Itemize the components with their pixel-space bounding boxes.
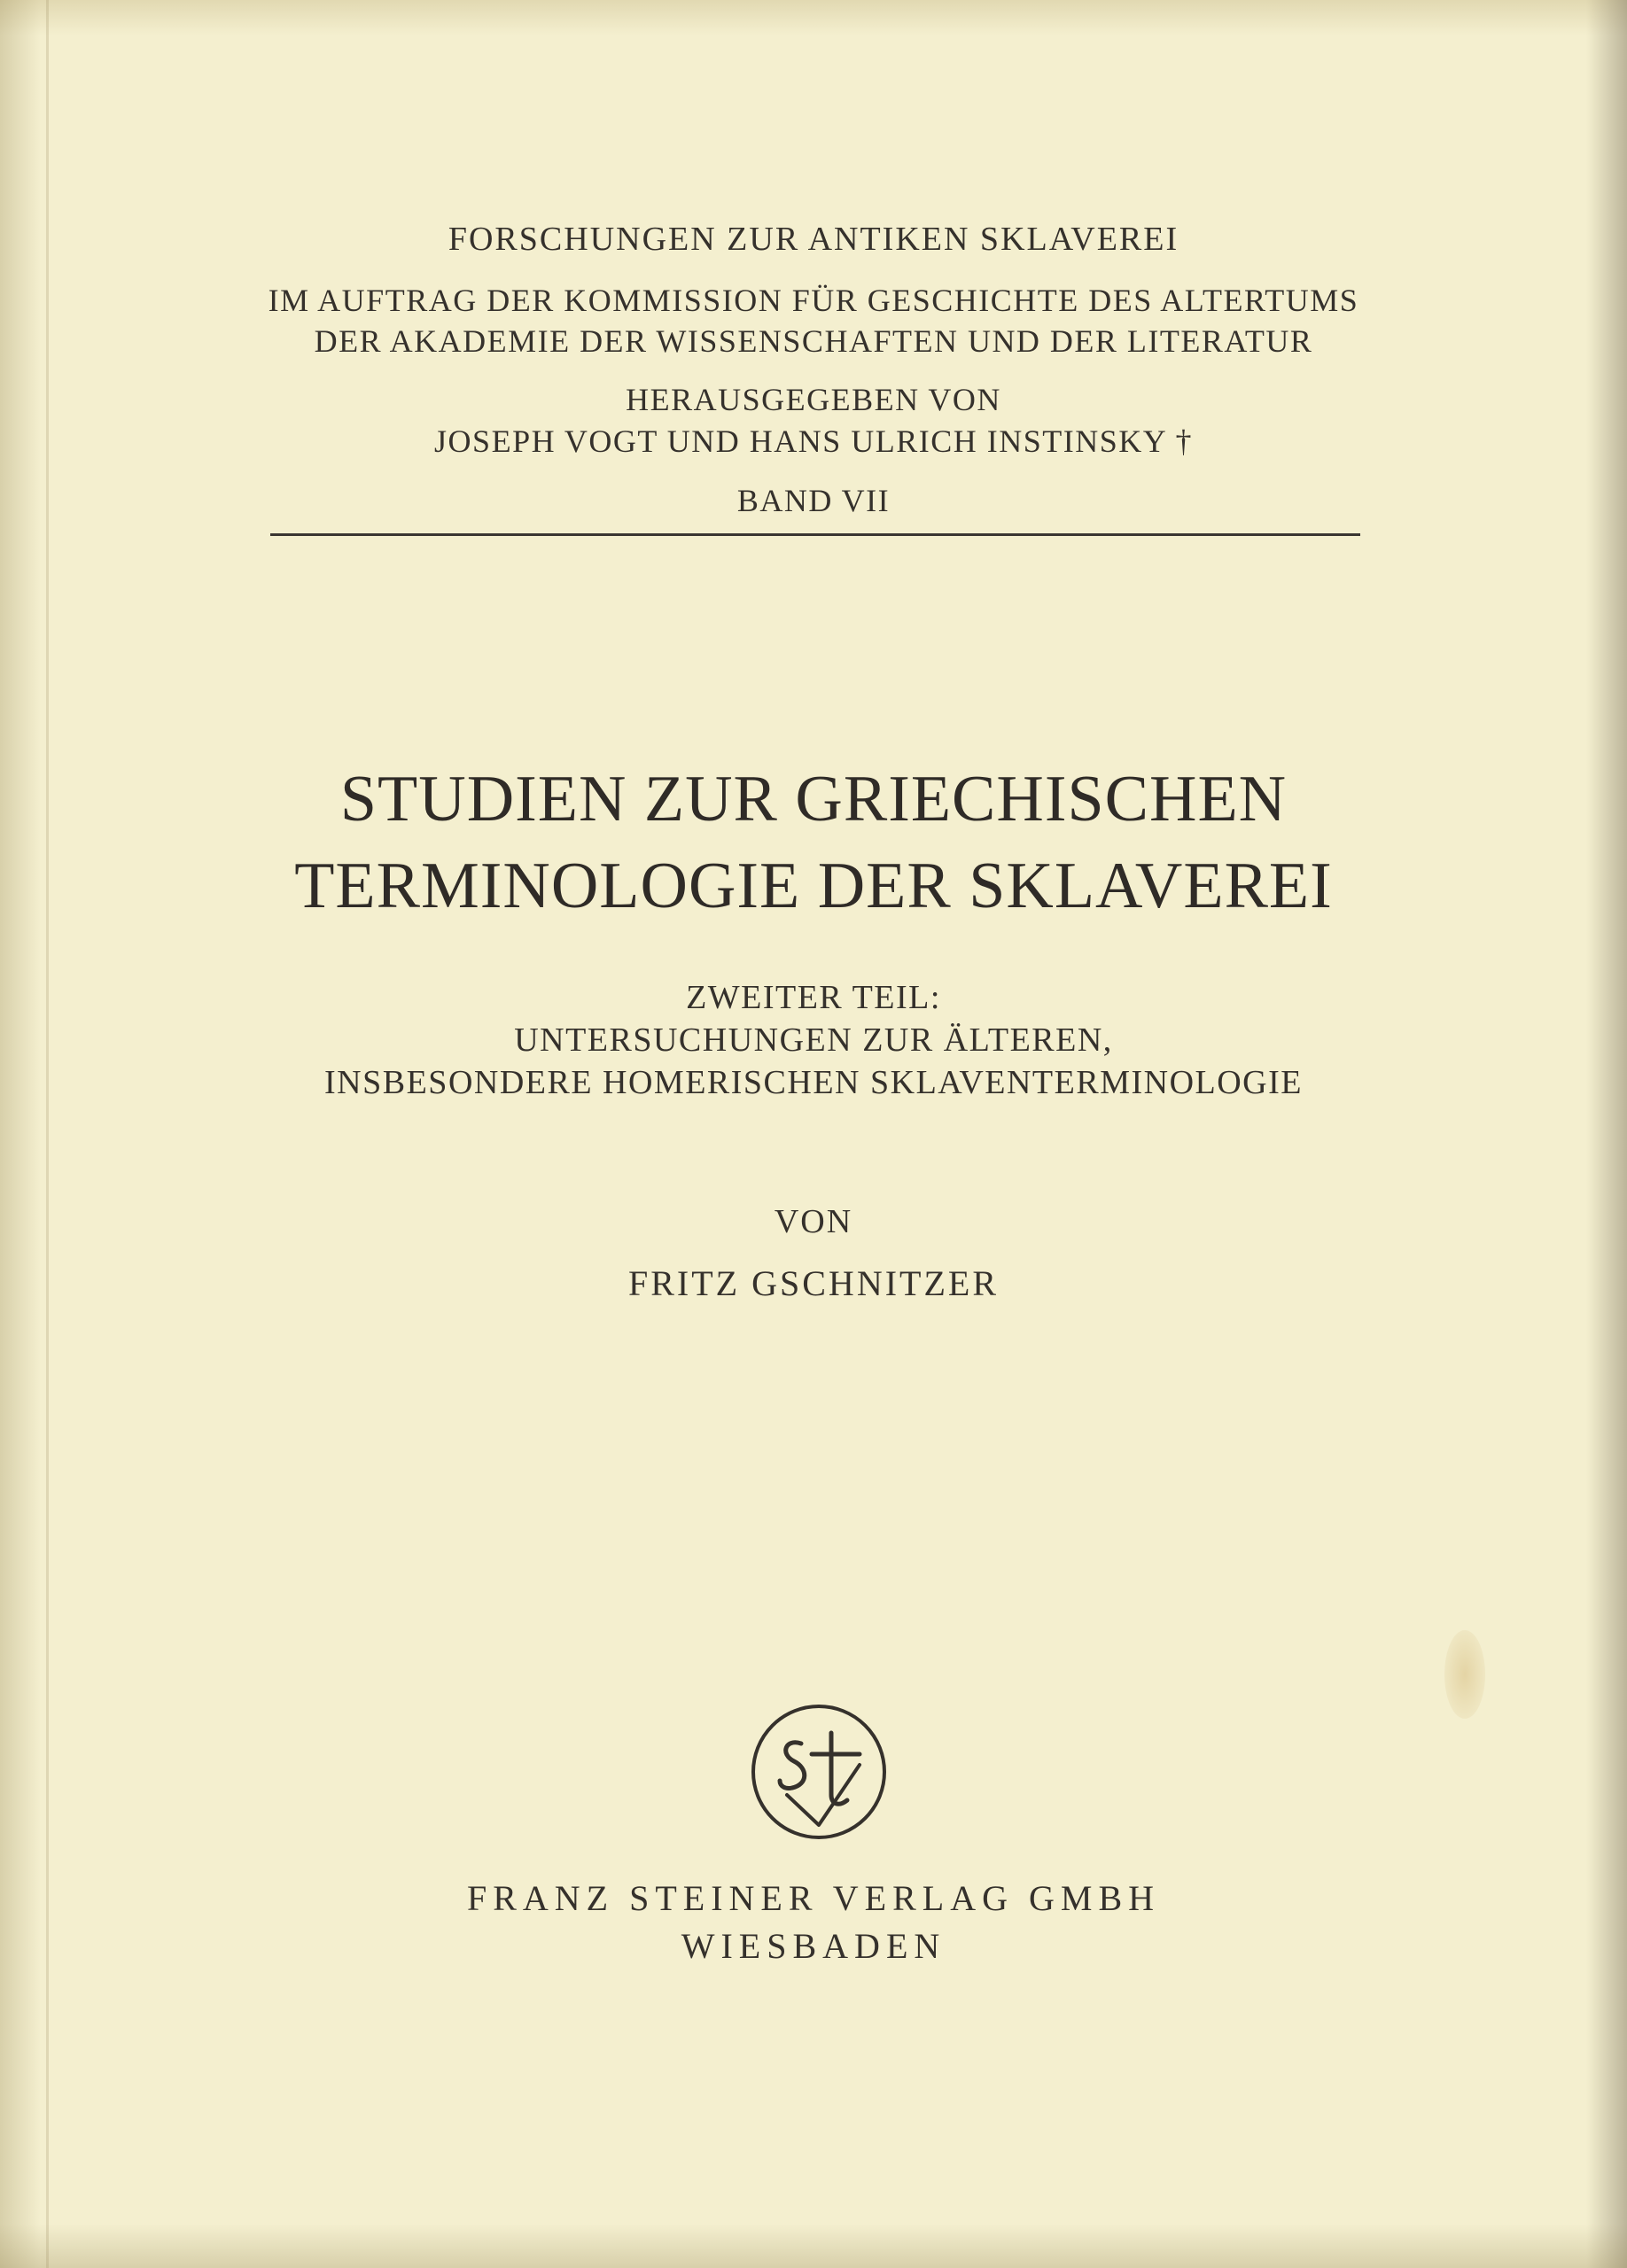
publisher-name: FRANZ STEINER VERLAG GMBH bbox=[466, 1878, 1161, 1918]
horizontal-rule bbox=[270, 533, 1360, 536]
subtitle-line-1: UNTERSUCHUNGEN ZUR ÄLTEREN, bbox=[514, 1021, 1113, 1059]
part-label: ZWEITER TEIL: bbox=[686, 979, 941, 1016]
book-title-line-1: STUDIEN ZUR GRIECHISCHEN bbox=[339, 763, 1288, 835]
series-title: FORSCHUNGEN ZUR ANTIKEN SKLAVEREI bbox=[448, 221, 1179, 258]
subtitle-line-2: INSBESONDERE HOMERISCHEN SKLAVENTERMINOLOGIE bbox=[324, 1064, 1303, 1101]
publisher-monogram-icon bbox=[750, 1703, 888, 1841]
by-label: VON bbox=[774, 1203, 853, 1240]
paper-stain bbox=[1444, 1630, 1485, 1719]
cover-edge-bottom bbox=[0, 2224, 1627, 2268]
volume-number: BAND VII bbox=[736, 483, 891, 518]
cover-edge-top bbox=[0, 0, 1627, 35]
commission-line-2: DER AKADEMIE DER WISSENSCHAFTEN UND DER LITERATUR bbox=[314, 323, 1313, 359]
commission-line-1: IM AUFTRAG DER KOMMISSION FÜR GESCHICHTE DES ALTERTUMS bbox=[268, 283, 1359, 318]
editors-names: JOSEPH VOGT UND HANS ULRICH INSTINSKY † bbox=[434, 423, 1193, 459]
author-name: FRITZ GSCHNITZER bbox=[628, 1263, 999, 1303]
publisher-city: WIESBADEN bbox=[681, 1926, 946, 1966]
book-title-line-2: TERMINOLOGIE DER SKLAVEREI bbox=[294, 850, 1333, 922]
editors-label: HERAUSGEGEBEN VON bbox=[626, 382, 1001, 417]
